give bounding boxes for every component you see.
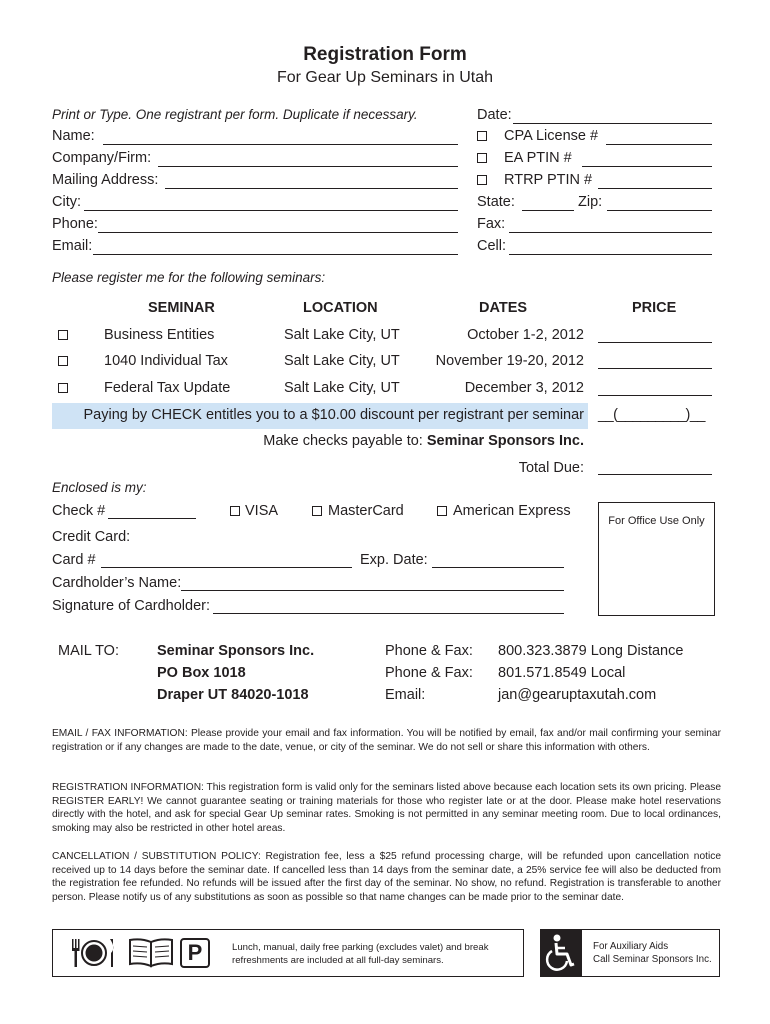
check-label: Check # [52,503,106,519]
seminar-name: Business Entities [104,327,215,343]
seminar-dates: October 1-2, 2012 [467,327,584,343]
seminar-dates: November 19-20, 2012 [435,353,584,369]
mastercard-checkbox[interactable] [312,506,322,516]
seminar-location: Salt Lake City, UT [284,380,400,396]
name-field[interactable] [103,144,458,145]
col-header-seminar: SEMINAR [148,300,215,316]
seminar-name: Federal Tax Update [104,380,231,396]
phone-field[interactable] [98,232,458,233]
instructions: Print or Type. One registrant per form. Duplicate if necessary. [52,107,418,122]
zip-label: Zip: [578,194,603,210]
checks-payable-prefix: Make checks payable to: [263,433,423,449]
mailing-field[interactable] [165,188,458,189]
checks-payable-name: Seminar Sponsors Inc. [426,433,584,449]
fax-field[interactable] [509,232,712,233]
total-due-label: Total Due: [518,460,584,476]
email-field[interactable] [93,254,458,255]
enclosed-label: Enclosed is my: [52,480,147,495]
name-label: Name: [52,128,95,144]
form-title: Registration Form [303,44,467,65]
col-header-price: PRICE [632,300,677,316]
parking-icon [180,938,210,968]
mail-address-line: Seminar Sponsors Inc. [157,643,315,659]
mail-address-line: Draper UT 84020-1018 [157,687,309,703]
discount-field[interactable]: __(_________)__ [598,407,705,423]
cardholder-label: Cardholder’s Name: [52,575,182,591]
city-label: City: [52,194,81,210]
parking-letter: P [187,940,203,965]
seminar-location: Salt Lake City, UT [284,327,400,343]
wheelchair-icon [540,929,582,977]
contact-value: 801.571.8549 Local [498,665,626,681]
contact-label: Phone & Fax: [385,665,473,681]
ea-checkbox[interactable] [477,153,487,163]
email-fax-info: EMAIL / FAX INFORMATION: Please provide your email and fax information. You will be notified by email, fax and/or mail confirming your seminar registration or if any changes are made to the date, venue, or city of the seminar. We do not sell or share this information with others. [52,728,721,753]
cell-field[interactable] [509,254,712,255]
book-icon [127,937,175,969]
cpa-label: CPA License # [504,128,599,144]
credit-card-label: Credit Card: [52,529,131,545]
col-header-location: LOCATION [303,300,378,316]
state-field[interactable] [522,210,574,211]
seminar-price-field[interactable] [598,342,712,343]
contact-label: Email: [385,687,426,703]
amenities-text: Lunch, manual, daily free parking (excludes valet) and break refreshments are included at all full-day seminars. [232,942,489,966]
seminar-price-field[interactable] [598,368,712,369]
visa-checkbox[interactable] [230,506,240,516]
cpa-field[interactable] [606,144,712,145]
rtrp-label: RTRP PTIN # [504,172,593,188]
contact-email[interactable]: jan@gearuptaxutah.com [498,687,657,703]
ea-label: EA PTIN # [504,150,572,166]
card-number-field[interactable] [101,567,352,568]
state-label: State: [477,194,515,210]
cardholder-field[interactable] [181,590,564,591]
checks-payable [263,433,584,449]
seminar-location: Salt Lake City, UT [284,353,400,369]
seminar-price-field[interactable] [598,395,712,396]
seminars-intro: Please register me for the following seminars: [52,270,326,285]
mailing-label: Mailing Address: [52,172,159,188]
mail-to-label: MAIL TO: [58,643,119,659]
total-due-field[interactable] [598,474,712,475]
zip-field[interactable] [607,210,712,211]
dining-icon [70,936,118,970]
phone-label: Phone: [52,216,98,232]
company-label: Company/Firm: [52,150,152,166]
email-label: Email: [52,238,93,254]
city-field[interactable] [84,210,458,211]
exp-date-label: Exp. Date: [360,552,428,568]
seminar-checkbox[interactable] [58,330,68,340]
seminar-dates: December 3, 2012 [464,380,584,396]
form-subtitle: For Gear Up Seminars in Utah [276,69,494,86]
signature-field[interactable] [213,613,564,614]
col-header-dates: DATES [479,300,528,316]
aids-line-2: Call Seminar Sponsors Inc. [593,954,712,965]
mail-address-line: PO Box 1018 [157,665,246,681]
check-number-field[interactable] [108,518,196,519]
seminar-name: 1040 Individual Tax [104,353,228,369]
signature-label: Signature of Cardholder: [52,598,210,614]
amex-label: American Express [453,503,571,519]
mastercard-label: MasterCard [328,503,404,519]
card-number-label: Card # [52,552,96,568]
contact-label: Phone & Fax: [385,643,473,659]
contact-value: 800.323.3879 Long Distance [498,643,684,659]
ea-field[interactable] [582,166,712,167]
cancellation-policy: CANCELLATION / SUBSTITUTION POLICY: Registration fee, less a $25 refund processing charge, will be refunded upon cancellation notice received up to 14 days before the seminar date. If cancelled less than 14 days from the seminar date, a 25% service fee will also be deducted from the registration fee refunded. No refunds will be issued after the first day of the seminar. No show, no refund. Registration is transferable to another person. Please notify us of any substitutions as soon as possible so that name changes can be made prior to the seminar date. [52,851,721,903]
aids-line-1: For Auxiliary Aids [593,941,669,952]
visa-label: VISA [245,503,279,519]
rtrp-checkbox[interactable] [477,175,487,185]
office-use-label: For Office Use Only [608,515,705,527]
seminar-checkbox[interactable] [58,383,68,393]
cell-label: Cell: [477,238,507,254]
rtrp-field[interactable] [598,188,712,189]
amex-checkbox[interactable] [437,506,447,516]
fax-label: Fax: [477,216,506,232]
cpa-checkbox[interactable] [477,131,487,141]
date-label: Date: [477,107,512,123]
exp-date-field[interactable] [432,567,564,568]
registration-info: REGISTRATION INFORMATION: This registration form is valid only for the seminars listed above because each location sets its own pricing. Please REGISTER EARLY! We cannot guarantee seating or training materials for those who register late or at the door. Please make hotel reservations directly with the hotel, and ask for special Gear Up seminar rates. Smoking is not permitted in any seminar meeting room. Due to local ordinances, smoking may also be restricted in other hotel areas. [52,782,721,834]
company-field[interactable] [158,166,458,167]
date-field[interactable] [513,123,712,124]
discount-text: Paying by CHECK entitles you to a $10.00 discount per registrant per seminar [83,407,584,423]
seminar-checkbox[interactable] [58,356,68,366]
